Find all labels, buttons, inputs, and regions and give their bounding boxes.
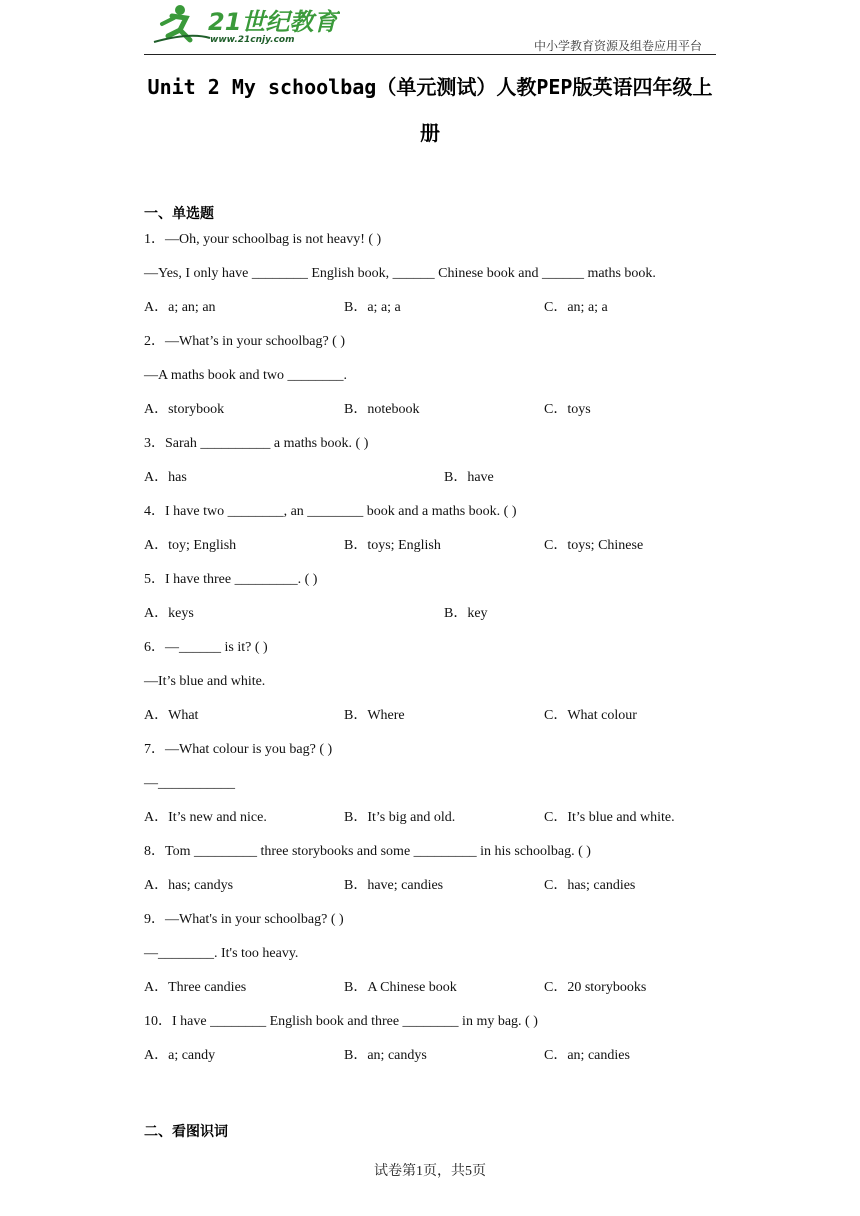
section-heading-one: 一、单选题 bbox=[144, 206, 214, 222]
answer-option-c[interactable]: C．toys; Chinese bbox=[544, 538, 644, 553]
answer-option-c[interactable]: C．has; candies bbox=[544, 878, 636, 893]
answer-option-a[interactable]: A．Three candies bbox=[144, 980, 247, 995]
answer-option-c[interactable]: C．an; candies bbox=[544, 1048, 630, 1063]
answer-option-a[interactable]: A．It’s new and nice. bbox=[144, 810, 267, 825]
answer-options bbox=[144, 604, 716, 638]
answer-option-b[interactable]: B．have bbox=[444, 470, 494, 485]
answer-option-b[interactable]: B．have; candies bbox=[344, 878, 444, 893]
site-logo bbox=[150, 2, 340, 46]
question-stem: 4．I have two ________, an ________ book and a maths book. ( ) bbox=[144, 504, 517, 519]
answer-options bbox=[144, 978, 716, 1012]
logo-text: 21世纪教育 bbox=[208, 8, 338, 36]
answer-option-c[interactable]: C．an; a; a bbox=[544, 300, 608, 315]
question-6 bbox=[144, 638, 716, 740]
answer-option-b[interactable]: B．toys; English bbox=[344, 538, 441, 553]
question-response-line: —A maths book and two ________. bbox=[144, 368, 347, 383]
question-stem: 5．I have three _________. ( ) bbox=[144, 572, 318, 587]
question-response-line: —___________ bbox=[144, 776, 235, 791]
question-10 bbox=[144, 1012, 716, 1080]
answer-option-b[interactable]: B．It’s big and old. bbox=[344, 810, 456, 825]
answer-option-a[interactable]: A．has; candys bbox=[144, 878, 234, 893]
question-stem: 7．—What colour is you bag? ( ) bbox=[144, 742, 333, 757]
question-response-line: —________. It's too heavy. bbox=[144, 946, 299, 961]
answer-option-a[interactable]: A．toy; English bbox=[144, 538, 237, 553]
question-9 bbox=[144, 910, 716, 1012]
question-stem: 6．—______ is it? ( ) bbox=[144, 640, 268, 655]
runner-icon bbox=[154, 5, 210, 42]
site-tagline: 中小学教育资源及组卷应用平台 bbox=[533, 39, 702, 53]
answer-option-c[interactable]: C．It’s blue and white. bbox=[544, 810, 675, 825]
answer-option-b[interactable]: B．A Chinese book bbox=[344, 980, 457, 995]
page-header bbox=[144, 0, 716, 56]
answer-options bbox=[144, 468, 716, 502]
question-4 bbox=[144, 502, 716, 570]
answer-option-c[interactable]: C．What colour bbox=[544, 708, 637, 723]
answer-option-b[interactable]: B．notebook bbox=[344, 402, 420, 417]
question-stem: 10．I have ________ English book and three ________ in my bag. ( ) bbox=[144, 1014, 538, 1029]
question-stem: 8．Tom _________ three storybooks and some _________ in his schoolbag. ( ) bbox=[144, 844, 591, 859]
answer-option-a[interactable]: A．keys bbox=[144, 606, 194, 621]
answer-option-b[interactable]: B．key bbox=[444, 606, 488, 621]
question-response-line: —It’s blue and white. bbox=[144, 674, 266, 689]
page-footer: 试卷第1页，共5页 bbox=[374, 1164, 486, 1179]
logo-url: www.21cnjy.com bbox=[210, 35, 295, 45]
question-list bbox=[144, 230, 716, 1080]
answer-option-a[interactable]: A．has bbox=[144, 470, 187, 485]
question-3 bbox=[144, 434, 716, 502]
answer-option-b[interactable]: B．an; candys bbox=[344, 1048, 427, 1063]
page-title: Unit 2 My schoolbag（单元测试）人教PEP版英语四年级上册 bbox=[147, 75, 713, 145]
answer-option-a[interactable]: A．What bbox=[144, 708, 199, 723]
question-2 bbox=[144, 332, 716, 434]
answer-options bbox=[144, 808, 716, 842]
section-heading-two: 二、看图识词 bbox=[144, 1124, 228, 1140]
question-response-line: —Yes, I only have ________ English book, ______ Chinese book and ______ maths book. bbox=[144, 266, 656, 281]
answer-option-c[interactable]: C．20 storybooks bbox=[544, 980, 647, 995]
question-stem: 1．—Oh, your schoolbag is not heavy! ( ) bbox=[144, 232, 382, 247]
answer-options bbox=[144, 876, 716, 910]
question-stem: 2．—What’s in your schoolbag? ( ) bbox=[144, 334, 346, 349]
question-1 bbox=[144, 230, 716, 332]
answer-option-b[interactable]: B．Where bbox=[344, 708, 405, 723]
question-stem: 3．Sarah __________ a maths book. ( ) bbox=[144, 436, 369, 451]
question-7 bbox=[144, 740, 716, 842]
answer-options bbox=[144, 400, 716, 434]
answer-option-a[interactable]: A．storybook bbox=[144, 402, 225, 417]
answer-options bbox=[144, 706, 716, 740]
answer-option-b[interactable]: B．a; a; a bbox=[344, 300, 401, 315]
answer-option-c[interactable]: C．toys bbox=[544, 402, 591, 417]
answer-options bbox=[144, 298, 716, 332]
question-5 bbox=[144, 570, 716, 638]
answer-options bbox=[144, 536, 716, 570]
answer-option-a[interactable]: A．a; an; an bbox=[144, 300, 216, 315]
answer-options bbox=[144, 1046, 716, 1080]
header-divider bbox=[144, 54, 716, 55]
answer-option-a[interactable]: A．a; candy bbox=[144, 1048, 216, 1063]
question-stem: 9．—What's in your schoolbag? ( ) bbox=[144, 912, 344, 927]
question-8 bbox=[144, 842, 716, 910]
